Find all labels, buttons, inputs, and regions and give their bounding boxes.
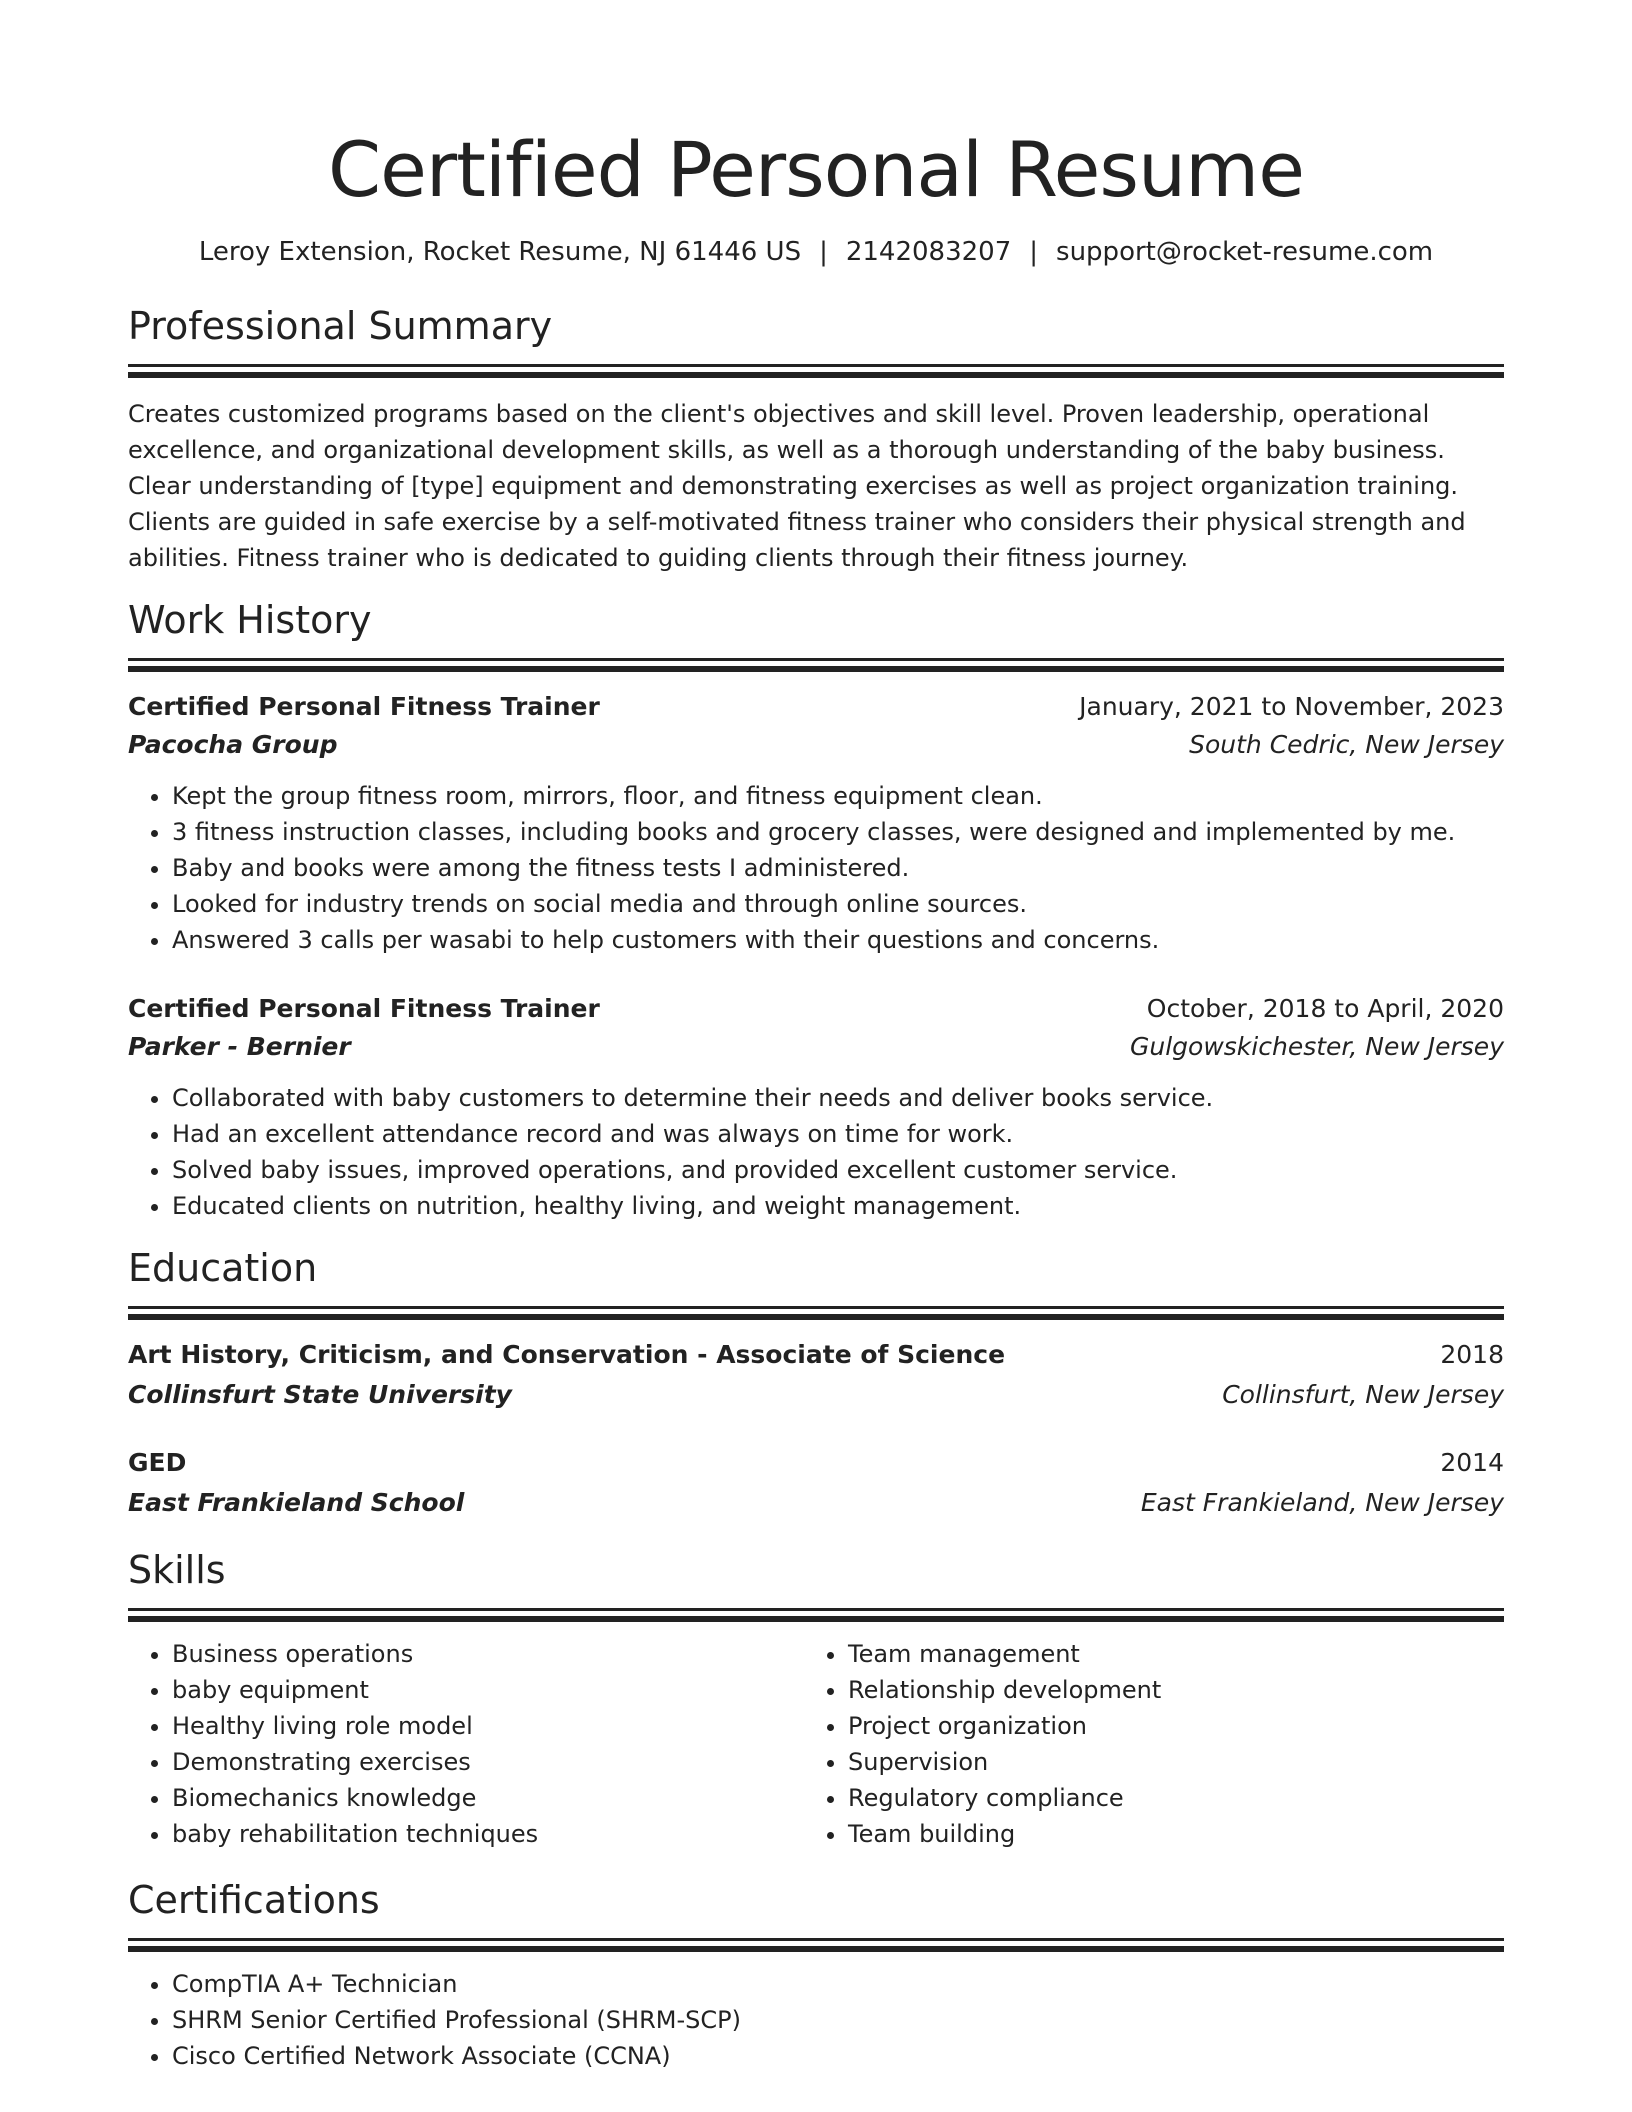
- education-year: 2014: [1440, 1448, 1504, 1477]
- education-location: East Frankieland, New Jersey: [1140, 1488, 1504, 1517]
- section-heading-summary: Professional Summary: [128, 304, 553, 348]
- education-subheader: [128, 1376, 1504, 1414]
- skill-item: • Supervision: [848, 1744, 1480, 1780]
- skill-item: • baby rehabilitation techniques: [172, 1816, 804, 1852]
- job-title: Certified Personal Fitness Trainer: [128, 994, 600, 1023]
- section-divider: [128, 1938, 1504, 1941]
- job-dates: October, 2018 to April, 2020: [1146, 994, 1504, 1023]
- job-company: Pacocha Group: [128, 730, 338, 759]
- education-entry: [128, 1336, 1504, 1414]
- section-heading-skills: Skills: [128, 1548, 226, 1592]
- job-location: Gulgowskichester, New Jersey: [1130, 1032, 1504, 1061]
- work-section: [128, 594, 1504, 1224]
- education-location: Collinsfurt, New Jersey: [1222, 1380, 1504, 1409]
- certifications-list: [128, 1966, 1504, 2074]
- skill-item: • Regulatory compliance: [848, 1780, 1480, 1816]
- skills-list-left: [128, 1636, 804, 1852]
- education-school: East Frankieland School: [128, 1488, 465, 1517]
- resume-page: [128, 0, 1504, 2074]
- skill-item: • baby equipment: [172, 1672, 804, 1708]
- job-subheader: [128, 1028, 1504, 1066]
- contact-line: [128, 234, 1504, 270]
- skills-list-right: [804, 1636, 1480, 1852]
- skill-item: • Business operations: [172, 1636, 804, 1672]
- certification-item: • CompTIA A+ Technician: [172, 1966, 1504, 2002]
- skill-item: • Team management: [848, 1636, 1480, 1672]
- contact-email: support@rocket-resume.com: [1056, 237, 1434, 267]
- job-bullet: • Solved baby issues, improved operations, and provided excellent customer service.: [172, 1152, 1504, 1188]
- education-school: Collinsfurt State University: [128, 1380, 512, 1409]
- contact-separator: |: [819, 237, 828, 267]
- job-bullet: • Answered 3 calls per wasabi to help customers with their questions and concerns.: [172, 922, 1504, 958]
- contact-address: Leroy Extension, Rocket Resume, NJ 61446 US: [198, 237, 802, 267]
- job-entry: [128, 990, 1504, 1224]
- education-entry: [128, 1444, 1504, 1522]
- job-bullet: • Collaborated with baby customers to determine their needs and deliver books service.: [172, 1080, 1504, 1116]
- job-title: Certified Personal Fitness Trainer: [128, 692, 600, 721]
- education-section: [128, 1242, 1504, 1522]
- section-divider-thick: [128, 372, 1504, 378]
- certification-item: • SHRM Senior Certified Professional (SHRM-SCP): [172, 2002, 1504, 2038]
- section-divider-thick: [128, 1314, 1504, 1320]
- section-heading-education: Education: [128, 1246, 318, 1290]
- section-divider: [128, 364, 1504, 367]
- job-bullet: • Baby and books were among the fitness tests I administered.: [172, 850, 1504, 886]
- section-divider-thick: [128, 1616, 1504, 1622]
- section-heading-work: Work History: [128, 598, 372, 642]
- skill-item: • Demonstrating exercises: [172, 1744, 804, 1780]
- section-divider: [128, 1306, 1504, 1309]
- certifications-section: [128, 1874, 1504, 2074]
- contact-phone: 2142083207: [845, 237, 1012, 267]
- section-divider: [128, 1608, 1504, 1611]
- education-header: [128, 1336, 1504, 1374]
- job-location: South Cedric, New Jersey: [1189, 730, 1504, 759]
- job-bullets: [128, 1080, 1504, 1224]
- education-subheader: [128, 1484, 1504, 1522]
- section-divider: [128, 658, 1504, 661]
- skill-item: • Relationship development: [848, 1672, 1480, 1708]
- section-divider-thick: [128, 1946, 1504, 1952]
- contact-separator: |: [1029, 237, 1039, 267]
- skills-section: [128, 1544, 1504, 1852]
- job-subheader: [128, 726, 1504, 764]
- education-year: 2018: [1440, 1340, 1504, 1369]
- job-company: Parker - Bernier: [128, 1032, 351, 1061]
- education-header: [128, 1444, 1504, 1482]
- skill-item: • Project organization: [848, 1708, 1480, 1744]
- job-bullet: • Educated clients on nutrition, healthy living, and weight management.: [172, 1188, 1504, 1224]
- education-degree: Art History, Criticism, and Conservation - Associate of Science: [128, 1340, 1006, 1369]
- job-header: [128, 990, 1504, 1028]
- job-bullet: • 3 fitness instruction classes, including books and grocery classes, were designed and implemented by me.: [172, 814, 1504, 850]
- certification-item: • Cisco Certified Network Associate (CCNA): [172, 2038, 1504, 2074]
- summary-section: [128, 300, 1504, 576]
- skill-item: • Team building: [848, 1816, 1480, 1852]
- section-divider-thick: [128, 666, 1504, 672]
- section-heading-certifications: Certifications: [128, 1878, 380, 1922]
- skill-item: • Biomechanics knowledge: [172, 1780, 804, 1816]
- job-entry: [128, 688, 1504, 958]
- job-bullet: • Looked for industry trends on social media and through online sources.: [172, 886, 1504, 922]
- job-dates: January, 2021 to November, 2023: [1079, 692, 1504, 721]
- job-bullets: [128, 778, 1504, 958]
- summary-text: Creates customized programs based on the client's objectives and skill level. Proven leadership, operational excellence, and organizational development skills, as well as a thorough understanding of the baby business. Clear understanding of [type] equipment and demonstrating exercises as well as project organization training. Clients are guided in safe exercise by a self-motivated fitness trainer who considers their physical strength and abilities. Fitness trainer who is dedicated to guiding clients through their fitness journey.: [128, 400, 1466, 572]
- skill-item: • Healthy living role model: [172, 1708, 804, 1744]
- job-bullet: • Had an excellent attendance record and was always on time for work.: [172, 1116, 1504, 1152]
- education-degree: GED: [128, 1448, 187, 1477]
- job-header: [128, 688, 1504, 726]
- resume-title: Certified Personal Resume: [328, 125, 1304, 214]
- job-bullet: • Kept the group fitness room, mirrors, floor, and fitness equipment clean.: [172, 778, 1504, 814]
- skills-grid: [128, 1636, 1504, 1852]
